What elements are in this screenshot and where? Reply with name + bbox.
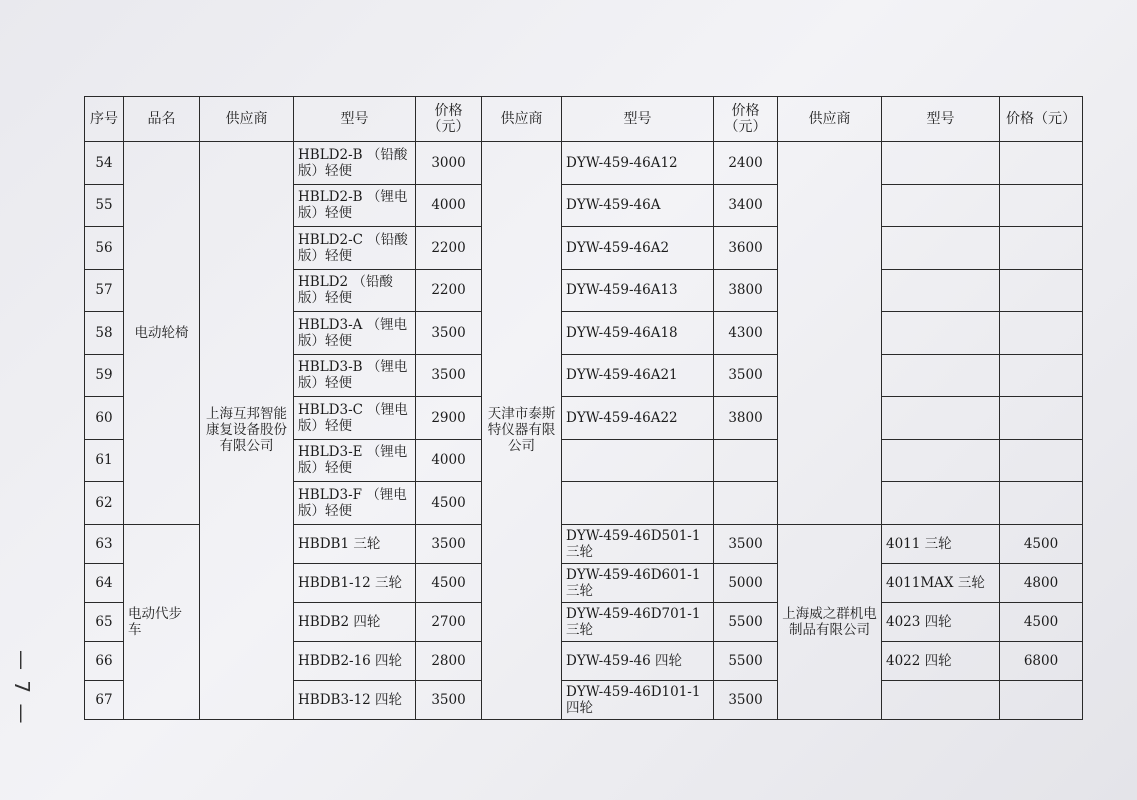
price-1: 3500 <box>416 680 482 719</box>
price-2: 3500 <box>714 680 778 719</box>
header-cell: 型号 <box>562 97 714 142</box>
model-3 <box>882 680 1000 719</box>
model-1: HBDB2 四轮 <box>294 602 416 641</box>
row-number: 67 <box>85 680 124 719</box>
price-3 <box>1000 482 1083 525</box>
header-cell: 品名 <box>124 97 200 142</box>
price-3 <box>1000 680 1083 719</box>
price-2: 4300 <box>714 312 778 355</box>
model-2 <box>562 439 714 482</box>
price-2 <box>714 439 778 482</box>
model-2: DYW-459-46A22 <box>562 397 714 440</box>
price-3: 4800 <box>1000 563 1083 602</box>
model-2: DYW-459-46A13 <box>562 269 714 312</box>
model-1: HBLD3-B （锂电版）轻便 <box>294 354 416 397</box>
model-3 <box>882 312 1000 355</box>
model-1: HBLD2-B （铅酸版）轻便 <box>294 142 416 185</box>
model-3 <box>882 142 1000 185</box>
price-3 <box>1000 312 1083 355</box>
price-1: 4500 <box>416 563 482 602</box>
price-2: 5000 <box>714 563 778 602</box>
price-2: 3500 <box>714 524 778 563</box>
model-1: HBDB3-12 四轮 <box>294 680 416 719</box>
model-2: DYW-459-46D501-1 三轮 <box>562 524 714 563</box>
row-number: 61 <box>85 439 124 482</box>
header-cell: 价格（元） <box>416 97 482 142</box>
model-1: HBLD3-A （锂电版）轻便 <box>294 312 416 355</box>
model-2: DYW-459-46A21 <box>562 354 714 397</box>
model-2: DYW-459-46A12 <box>562 142 714 185</box>
page-number: — 7 — <box>10 650 34 726</box>
row-number: 59 <box>85 354 124 397</box>
price-2: 3400 <box>714 184 778 227</box>
price-2: 3600 <box>714 227 778 270</box>
table-row <box>85 142 1083 185</box>
header-cell: 供应商 <box>200 97 294 142</box>
price-1: 3500 <box>416 312 482 355</box>
price-1: 2200 <box>416 269 482 312</box>
price-3: 4500 <box>1000 602 1083 641</box>
price-1: 4000 <box>416 184 482 227</box>
row-number: 65 <box>85 602 124 641</box>
model-1: HBLD2 （铅酸版）轻便 <box>294 269 416 312</box>
price-1: 4000 <box>416 439 482 482</box>
row-number: 66 <box>85 641 124 680</box>
price-1: 4500 <box>416 482 482 525</box>
row-number: 56 <box>85 227 124 270</box>
header-cell: 供应商 <box>482 97 562 142</box>
model-2: DYW-459-46A18 <box>562 312 714 355</box>
model-2: DYW-459-46D701-1 三轮 <box>562 602 714 641</box>
price-3 <box>1000 184 1083 227</box>
price-1: 2800 <box>416 641 482 680</box>
price-3 <box>1000 354 1083 397</box>
header-cell: 序号 <box>85 97 124 142</box>
header-row <box>85 97 1083 142</box>
row-number: 63 <box>85 524 124 563</box>
model-2: DYW-459-46D101-1 四轮 <box>562 680 714 719</box>
header-cell: 型号 <box>294 97 416 142</box>
row-number: 57 <box>85 269 124 312</box>
price-1: 2900 <box>416 397 482 440</box>
model-2 <box>562 482 714 525</box>
model-3: 4023 四轮 <box>882 602 1000 641</box>
model-1: HBLD3-E （锂电版）轻便 <box>294 439 416 482</box>
row-number: 58 <box>85 312 124 355</box>
model-1: HBLD2-C （铅酸版）轻便 <box>294 227 416 270</box>
price-1: 3500 <box>416 354 482 397</box>
product-name: 电动轮椅 <box>124 142 200 525</box>
model-1: HBLD2-B （锂电版）轻便 <box>294 184 416 227</box>
price-3 <box>1000 439 1083 482</box>
price-2 <box>714 482 778 525</box>
row-number: 54 <box>85 142 124 185</box>
model-2: DYW-459-46 四轮 <box>562 641 714 680</box>
price-3 <box>1000 397 1083 440</box>
price-2: 3800 <box>714 269 778 312</box>
price-3 <box>1000 269 1083 312</box>
model-3 <box>882 184 1000 227</box>
model-3: 4011 三轮 <box>882 524 1000 563</box>
supplier-2: 天津市泰斯特仪器有限公司 <box>482 142 562 720</box>
model-2: DYW-459-46A <box>562 184 714 227</box>
header-cell: 价格（元） <box>1000 97 1083 142</box>
model-3 <box>882 269 1000 312</box>
price-2: 3800 <box>714 397 778 440</box>
supplier-3-empty <box>778 142 882 525</box>
model-3: 4011MAX 三轮 <box>882 563 1000 602</box>
price-2: 3500 <box>714 354 778 397</box>
model-2: DYW-459-46A2 <box>562 227 714 270</box>
model-1: HBLD3-C （锂电版）轻便 <box>294 397 416 440</box>
supplier-1: 上海互邦智能康复设备股份有限公司 <box>200 142 294 720</box>
price-3 <box>1000 227 1083 270</box>
row-number: 62 <box>85 482 124 525</box>
price-2: 5500 <box>714 602 778 641</box>
price-1: 2200 <box>416 227 482 270</box>
price-1: 2700 <box>416 602 482 641</box>
row-number: 55 <box>85 184 124 227</box>
price-3 <box>1000 142 1083 185</box>
model-1: HBDB2-16 四轮 <box>294 641 416 680</box>
price-2: 5500 <box>714 641 778 680</box>
model-3: 4022 四轮 <box>882 641 1000 680</box>
price-2: 2400 <box>714 142 778 185</box>
price-3: 6800 <box>1000 641 1083 680</box>
model-1: HBLD3-F （锂电版）轻便 <box>294 482 416 525</box>
model-2: DYW-459-46D601-1 三轮 <box>562 563 714 602</box>
product-name: 电动代步车 <box>124 524 200 719</box>
model-3 <box>882 354 1000 397</box>
model-3 <box>882 227 1000 270</box>
row-number: 60 <box>85 397 124 440</box>
model-1: HBDB1-12 三轮 <box>294 563 416 602</box>
catalog-table <box>84 96 1083 720</box>
price-3: 4500 <box>1000 524 1083 563</box>
header-cell: 供应商 <box>778 97 882 142</box>
price-1: 3000 <box>416 142 482 185</box>
row-number: 64 <box>85 563 124 602</box>
header-cell: 型号 <box>882 97 1000 142</box>
price-1: 3500 <box>416 524 482 563</box>
model-3 <box>882 439 1000 482</box>
model-3 <box>882 482 1000 525</box>
supplier-3: 上海威之群机电制品有限公司 <box>778 524 882 719</box>
model-1: HBDB1 三轮 <box>294 524 416 563</box>
header-cell: 价格（元） <box>714 97 778 142</box>
model-3 <box>882 397 1000 440</box>
